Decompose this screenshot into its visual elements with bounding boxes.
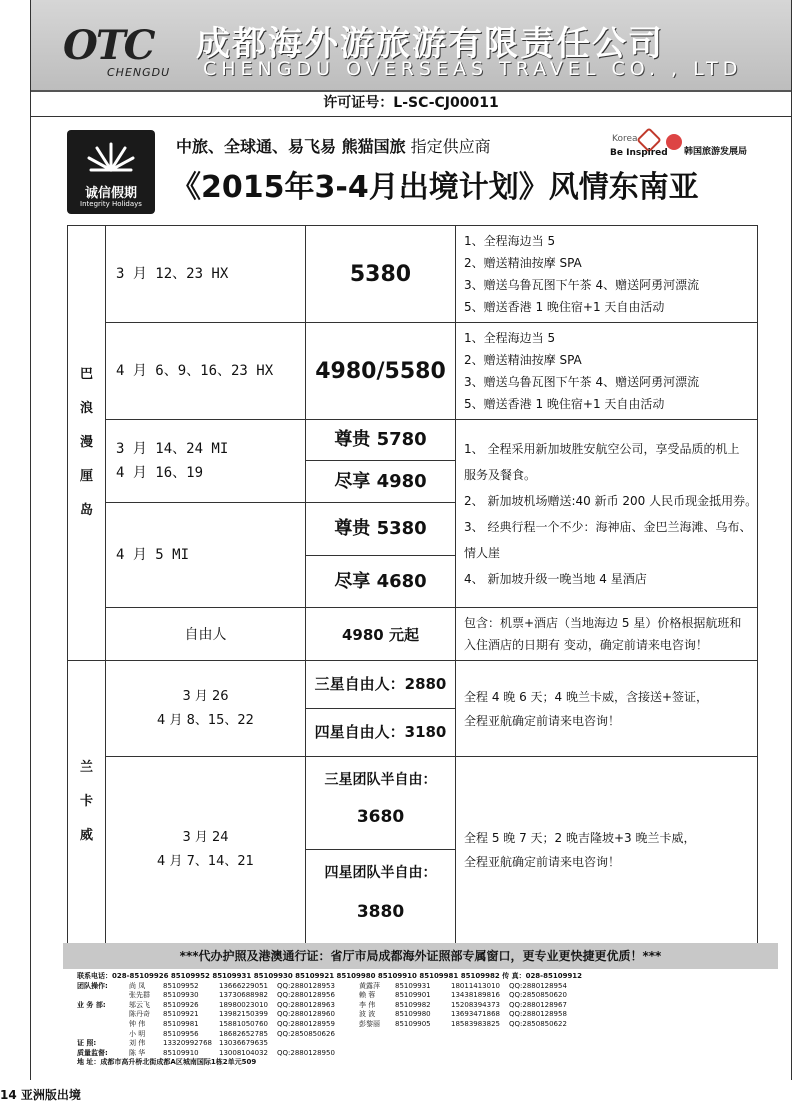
table-row xyxy=(68,420,758,503)
contact-cell: QQ:2850850620 xyxy=(509,991,567,1000)
contact-cell: 85109926 xyxy=(163,1000,199,1009)
contact-rows xyxy=(77,982,777,1059)
kto-icon xyxy=(666,134,682,150)
contact-cell: 85109931 xyxy=(395,981,431,990)
contact-cell: 13666229051 xyxy=(219,981,268,990)
contact-cell: 证 照: xyxy=(77,1039,97,1048)
date-line: 4 月 7、14、21 xyxy=(157,854,254,869)
contact-cell: 业 务 部: xyxy=(77,1000,106,1009)
korea-label: Korea xyxy=(612,134,638,144)
partners-suffix: 指定供应商 xyxy=(405,137,491,156)
note-line: 全程 4 晚 6 天；4 晚兰卡威，含接送+签证， xyxy=(464,689,709,704)
license-number: 许可证号：L-SC-CJ00011 xyxy=(31,90,791,117)
itinerary-table xyxy=(67,225,758,944)
contact-row xyxy=(77,982,777,992)
contact-cell: 18011413010 xyxy=(451,981,500,990)
contact-cell: 85109901 xyxy=(395,991,431,1000)
contact-cell: 赖 蓉 xyxy=(359,991,376,1000)
price-enjoy: 尽享 4680 xyxy=(334,571,427,592)
korea-org-name: 韩国旅游发展局 xyxy=(684,147,748,157)
table-row xyxy=(68,226,758,323)
contact-cell: 85109921 xyxy=(163,1010,199,1019)
contact-row xyxy=(77,991,777,1001)
contact-cell: 18682652785 xyxy=(219,1029,268,1038)
contact-cell: 彭黎丽 xyxy=(359,1019,380,1028)
contact-cell: 85109956 xyxy=(163,1029,199,1038)
partners-bold: 中旅、全球通、易飞易 熊猫国旅 xyxy=(176,137,406,156)
contact-cell: 85109905 xyxy=(395,1019,431,1028)
korea-tourism-logo xyxy=(606,130,781,170)
contact-cell: 85109980 xyxy=(395,1010,431,1019)
price-4star-group xyxy=(306,850,455,943)
tour-notes xyxy=(456,420,758,608)
table-row xyxy=(68,661,758,757)
note-line: 2、 新加坡机场赠送:40 新币 200 人民币现金抵用券。 xyxy=(464,493,758,508)
contact-cell: 陈丹奇 xyxy=(129,1010,150,1019)
table-row xyxy=(68,757,758,944)
contact-cell: 85109952 xyxy=(163,981,199,990)
contact-cell: QQ:2850850626 xyxy=(277,1029,335,1038)
tour-notes xyxy=(456,226,758,323)
title-banner xyxy=(31,118,791,222)
price-cell xyxy=(306,503,456,608)
note-line: 入住酒店的日期有 变动，确定前请来电咨询！ xyxy=(464,638,708,652)
tour-notes xyxy=(456,757,758,944)
contact-cell: QQ:2880128958 xyxy=(509,1010,567,1019)
page-frame xyxy=(30,0,792,1080)
contact-row xyxy=(77,1049,777,1059)
price-premium: 尊贵 5380 xyxy=(306,503,455,556)
note-line: 全程亚航确定前请来电咨询！ xyxy=(464,855,621,869)
contact-cell: 18980023010 xyxy=(219,1000,268,1009)
contact-cell: 13982150399 xyxy=(219,1010,268,1019)
page-footer: 14 亚洲版出境 xyxy=(0,1088,81,1102)
page-title: 《2015年3-4月出境计划》风情东南亚 xyxy=(171,170,699,205)
contact-cell: 邬云飞 xyxy=(129,1000,150,1009)
contact-cell: 李 伟 xyxy=(359,1000,376,1009)
logo-wordmark: OTC xyxy=(63,22,154,69)
note-line: 服务及餐食。 xyxy=(464,467,537,482)
departure-dates xyxy=(106,661,306,757)
price-enjoy: 尽享 4980 xyxy=(334,471,427,492)
contact-cell: 15881050760 xyxy=(219,1019,268,1028)
departure-dates: 4 月 6、9、16、23 HX xyxy=(106,323,306,420)
note-line: 3、赠送乌鲁瓦图下午茶 4、赠送阿勇河漂流 xyxy=(464,375,700,389)
note-line: 2、赠送精油按摩 SPA xyxy=(464,256,582,270)
brand-name-en: Integrity Holidays xyxy=(80,200,142,208)
tour-notes xyxy=(456,323,758,420)
free-traveler-label: 自由人 xyxy=(106,608,306,661)
date-line: 3 月 24 xyxy=(182,830,229,845)
contact-cell: 85109981 xyxy=(163,1019,199,1028)
date-line: 4 月 16、19 xyxy=(116,465,204,481)
date-line: 3 月 26 xyxy=(182,688,229,704)
contact-cell: 13730688982 xyxy=(219,991,268,1000)
contact-cell: 质量监督: xyxy=(77,1048,108,1057)
destination-bali: 巴 浪 漫 厘 岛 xyxy=(68,226,106,661)
note-line: 3、赠送乌鲁瓦图下午茶 4、赠送阿勇河漂流 xyxy=(464,278,700,292)
contact-cell: 刘 伟 xyxy=(129,1039,146,1048)
contact-cell: QQ:2880128959 xyxy=(277,1019,335,1028)
price: 4980 元起 xyxy=(306,608,456,661)
header-banner xyxy=(31,0,791,92)
contact-cell: QQ:2850850622 xyxy=(509,1019,567,1028)
note-line: 5、赠送香港 1 晚住宿+1 天自由活动 xyxy=(464,397,665,411)
company-name-cn: 成都海外游旅游有限责任公司 xyxy=(196,24,664,64)
destination-langkawi: 兰 卡 威 xyxy=(68,661,106,944)
note-line: 全程 5 晚 7 天；2 晚吉隆坡+3 晚兰卡威， xyxy=(464,831,696,845)
contact-cell: QQ:2880128953 xyxy=(277,981,335,990)
contact-cell: 小 明 xyxy=(129,1029,146,1038)
contact-cell: 张先群 xyxy=(129,991,150,1000)
note-line: 3、 经典行程一个不少：海神庙、金巴兰海滩、乌布、 xyxy=(464,519,752,534)
note-line: 全程亚航确定前请来电咨询！ xyxy=(464,713,621,728)
departure-dates xyxy=(106,420,306,503)
contact-cell: QQ:2880128967 xyxy=(509,1000,567,1009)
price-3star-group xyxy=(306,757,455,850)
note-line: 2、赠送精油按摩 SPA xyxy=(464,353,582,367)
contact-cell: 波 波 xyxy=(359,1010,376,1019)
contact-cell: 13036679635 xyxy=(219,1039,268,1048)
note-line: 1、全程海边当 5 xyxy=(464,331,556,345)
departure-dates: 3 月 12、23 HX xyxy=(106,226,306,323)
integrity-holidays-logo xyxy=(67,130,155,214)
contact-cell: 尚 凤 xyxy=(129,981,146,990)
tour-notes xyxy=(456,661,758,757)
note-line: 1、全程海边当 5 xyxy=(464,234,556,248)
note-line: 包含：机票+酒店（当地海边 5 星）价格根据航班和 xyxy=(464,616,742,630)
price: 5380 xyxy=(306,226,456,323)
contact-cell: 团队操作: xyxy=(77,981,108,990)
contact-row xyxy=(77,1020,777,1030)
departure-dates xyxy=(106,757,306,944)
contact-cell: 钟 伟 xyxy=(129,1019,146,1028)
contact-cell: QQ:2880128954 xyxy=(509,981,567,990)
price-4star: 四星自由人：3180 xyxy=(314,723,447,741)
brand-name: 诚信假期 xyxy=(84,186,137,201)
contact-cell: QQ:2880128956 xyxy=(277,991,335,1000)
tour-notes xyxy=(456,608,758,661)
date-line: 3 月 14、24 MI xyxy=(116,441,229,457)
contact-cell: 85109910 xyxy=(163,1048,199,1057)
price-premium: 尊贵 5780 xyxy=(306,420,455,461)
note-line: 5、赠送香港 1 晚住宿+1 天自由活动 xyxy=(464,300,665,314)
contact-cell: 13693471868 xyxy=(451,1010,500,1019)
table-row xyxy=(68,323,758,420)
price-3star: 三星自由人：2880 xyxy=(306,661,455,709)
price: 4980/5580 xyxy=(306,323,456,420)
korea-slogan: Be Inspired xyxy=(610,148,668,158)
phone-line: 联系电话：028-85109926 85109952 85109931 85109930 85109921 85109980 85109910 85109981 85109982 传 真：028-85109912 xyxy=(77,972,583,980)
contact-directory xyxy=(77,972,777,1068)
logo-city: CHENGDU xyxy=(107,66,171,79)
contact-row xyxy=(77,1010,777,1020)
contact-cell: 13008104032 xyxy=(219,1048,268,1057)
contact-cell: QQ:2880128950 xyxy=(277,1048,335,1057)
price-cell xyxy=(306,661,456,757)
contact-row xyxy=(77,1039,777,1049)
contact-cell: 13320992768 xyxy=(163,1039,212,1048)
supplier-line xyxy=(176,134,491,157)
price-value: 3680 xyxy=(356,807,405,827)
note-line: 4、 新加坡升级一晚当地 4 星酒店 xyxy=(464,571,647,586)
address-line: 地 址：成都市高升桥北街成都A区城南国际1栋2单元509 xyxy=(77,1058,257,1067)
price-value: 3880 xyxy=(356,902,405,922)
passport-service-banner: ***代办护照及港澳通行证：省厅市局成都海外证照部专属窗口，更专业更快捷更优质！*** xyxy=(63,943,778,969)
price-cell xyxy=(306,420,456,503)
contact-row xyxy=(77,1001,777,1011)
contact-row xyxy=(77,1030,777,1040)
note-line: 情人崖 xyxy=(464,545,501,560)
price-label: 三星团队半自由： xyxy=(324,772,437,788)
company-logo xyxy=(63,22,183,80)
contact-cell: 黄露萍 xyxy=(359,981,380,990)
contact-cell: 13438189816 xyxy=(451,991,500,1000)
sunburst-icon xyxy=(67,130,155,182)
table-row xyxy=(68,608,758,661)
contact-cell: 陈 华 xyxy=(129,1048,146,1057)
price-label: 四星团队半自由： xyxy=(324,865,437,881)
contact-cell: 85109930 xyxy=(163,991,199,1000)
date-line: 4 月 8、15、22 xyxy=(157,712,254,728)
note-line: 1、 全程采用新加坡胜安航空公司，享受品质的机上 xyxy=(464,441,740,456)
contact-cell: 85109982 xyxy=(395,1000,431,1009)
contact-cell: 15208394373 xyxy=(451,1000,500,1009)
contact-cell: QQ:2880128960 xyxy=(277,1010,335,1019)
contact-cell: 18583983825 xyxy=(451,1019,500,1028)
company-name-en: CHENGDU OVERSEAS TRAVEL CO. , LTD xyxy=(203,58,743,80)
departure-dates: 4 月 5 MI xyxy=(106,503,306,608)
price-cell xyxy=(306,757,456,944)
contact-cell: QQ:2880128963 xyxy=(277,1000,335,1009)
